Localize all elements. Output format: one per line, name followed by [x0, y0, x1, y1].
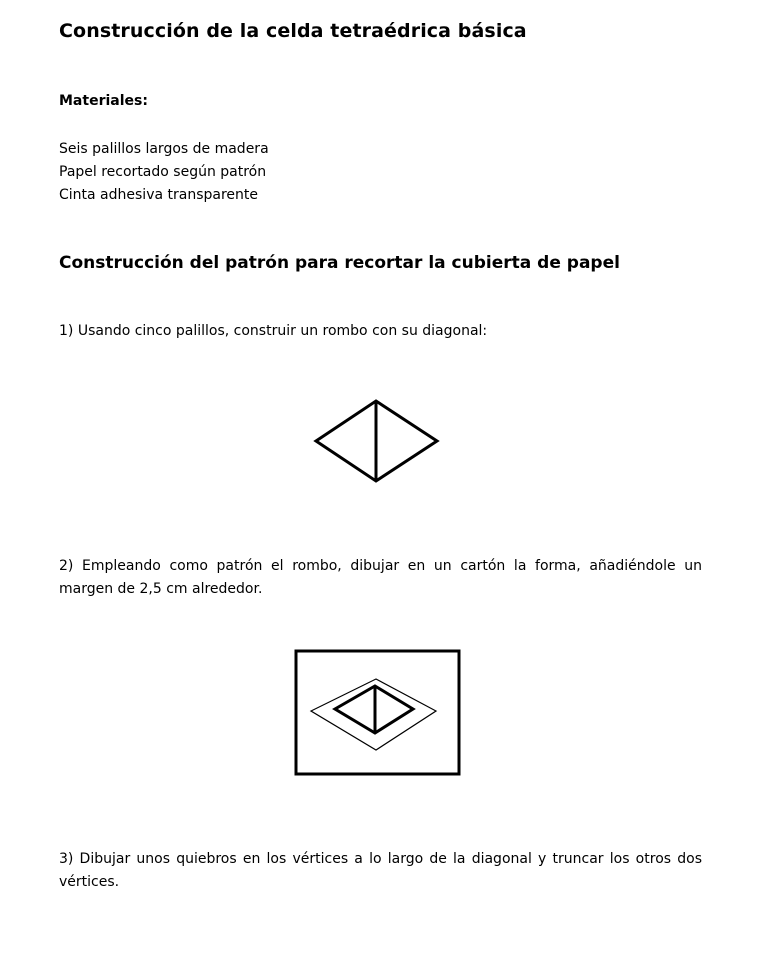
materials-list	[59, 138, 269, 207]
materials-heading: Materiales:	[59, 93, 148, 109]
step-3-text: 3) Dibujar unos quiebros en los vértices a lo largo de la diagonal y truncar los otros dos vértices.	[59, 851, 702, 890]
material-item: Cinta adhesiva transparente	[59, 187, 259, 203]
page-title: Construcción de la celda tetraédrica básica	[59, 20, 527, 42]
step-1-text: 1) Usando cinco palillos, construir un rombo con su diagonal:	[59, 323, 488, 339]
material-item: Papel recortado según patrón	[59, 164, 267, 180]
material-item: Seis palillos largos de madera	[59, 141, 269, 157]
step-2-text: 2) Empleando como patrón el rombo, dibujar en un cartón la forma, añadiéndole un margen de 2,5 cm alrededor.	[59, 558, 702, 597]
section-heading: Construcción del patrón para recortar la cubierta de papel	[59, 253, 620, 273]
cardboard-pattern-diagram	[294, 649, 462, 779]
rhombus-diagram	[310, 395, 444, 487]
